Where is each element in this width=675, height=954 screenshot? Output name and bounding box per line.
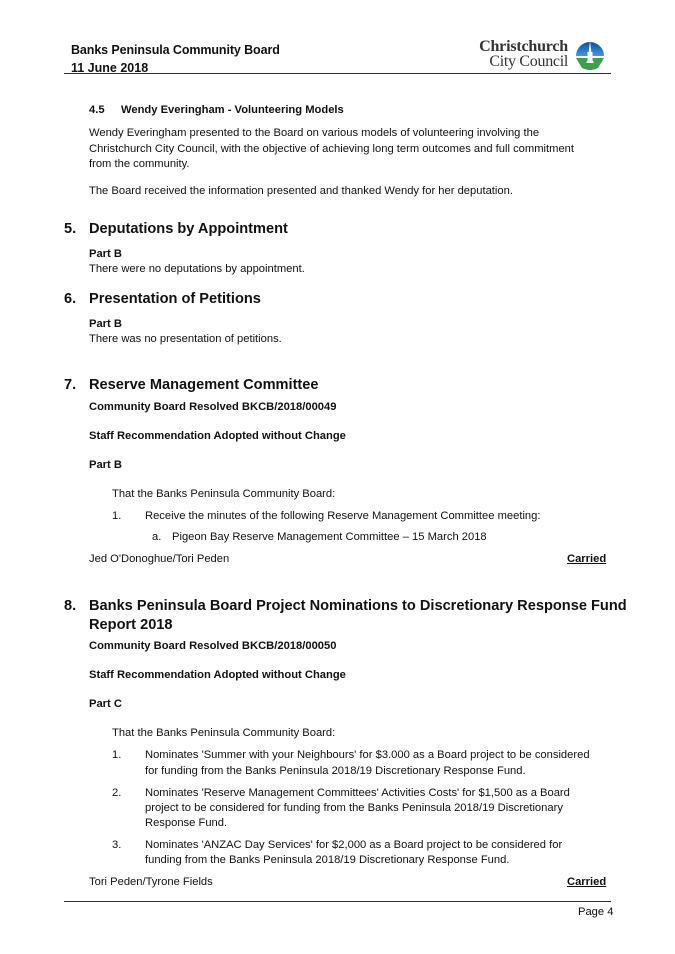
- section-8-item-3-line1: Nominates 'ANZAC Day Services' for $2,000 as a Board project to be considered for: [145, 839, 563, 851]
- item-4-5-number: 4.5: [89, 104, 105, 116]
- footer-divider: [64, 901, 611, 902]
- item-4-5-para2: The Board received the information presented and thanked Wendy for her deputation.: [89, 185, 513, 197]
- item-4-5-para1-line3: from the community.: [89, 158, 190, 170]
- section-8-item-2-number: 2.: [112, 787, 122, 799]
- meeting-date: 11 June 2018: [71, 61, 149, 75]
- section-5-number: 5.: [64, 221, 77, 237]
- section-7-number: 7.: [64, 377, 77, 393]
- section-8-item-1-number: 1.: [112, 749, 122, 761]
- section-8-item-2-line1: Nominates 'Reserve Management Committees' Activities Costs' for $1,500 as a Board: [145, 787, 570, 799]
- section-6-number: 6.: [64, 291, 77, 307]
- section-7-subitem-a-text: Pigeon Bay Reserve Management Committee – 15 March 2018: [172, 531, 487, 543]
- section-7-movers: Jed O'Donoghue/Tori Peden: [89, 553, 230, 565]
- section-6-heading: Presentation of Petitions: [89, 291, 261, 307]
- section-8-intro: That the Banks Peninsula Community Board:: [112, 727, 336, 739]
- item-4-5-para1-line1: Wendy Everingham presented to the Board on various models of volunteering involving the: [89, 127, 540, 139]
- header-divider: [64, 73, 611, 74]
- section-8-resolution-id: Community Board Resolved BKCB/2018/00050: [89, 640, 337, 652]
- section-7-heading: Reserve Management Committee: [89, 377, 319, 393]
- section-8-item-2-line2: project to be considered for funding from the Banks Peninsula 2018/19 Discretionary: [145, 802, 563, 814]
- item-4-5-para1-line2: Christchurch City Council, with the objective of achieving long term outcomes and full commitment: [89, 143, 575, 155]
- section-7-staff-recommendation: Staff Recommendation Adopted without Change: [89, 430, 346, 442]
- section-8-heading-line1: Banks Peninsula Board Project Nominations to Discretionary Response Fund: [89, 598, 627, 614]
- christchurch-cathedral-spire-icon: [574, 39, 606, 71]
- logo-text-line2: City Council: [489, 53, 568, 70]
- section-8-item-3-line2: funding from the Banks Peninsula 2018/19 Discretionary Response Fund.: [145, 854, 510, 866]
- section-7-result: Carried: [567, 553, 607, 565]
- logo-text-line1: Christchurch: [479, 38, 568, 55]
- section-6-part: Part B: [89, 318, 122, 330]
- section-8-part: Part C: [89, 698, 122, 710]
- section-6-text: There was no presentation of petitions.: [89, 333, 282, 345]
- council-logo: [470, 38, 610, 72]
- section-7-part: Part B: [89, 459, 122, 471]
- section-8-item-3-number: 3.: [112, 839, 122, 851]
- item-4-5-title: Wendy Everingham - Volunteering Models: [121, 104, 344, 116]
- section-8-item-1-line2: for funding from the Banks Peninsula 2018/19 Discretionary Response Fund.: [145, 765, 526, 777]
- section-7-item-1-number: 1.: [112, 510, 122, 522]
- section-5-heading: Deputations by Appointment: [89, 221, 288, 237]
- board-name: Banks Peninsula Community Board: [71, 43, 280, 57]
- section-7-item-1-text: Receive the minutes of the following Reserve Management Committee meeting:: [145, 510, 541, 522]
- section-8-heading-line2: Report 2018: [89, 617, 173, 633]
- page-number: Page 4: [578, 906, 614, 918]
- section-8-number: 8.: [64, 598, 77, 614]
- section-5-text: There were no deputations by appointment.: [89, 263, 305, 275]
- section-7-resolution-id: Community Board Resolved BKCB/2018/00049: [89, 401, 337, 413]
- section-5-part: Part B: [89, 248, 122, 260]
- section-8-item-1-line1: Nominates 'Summer with your Neighbours' for $3.000 as a Board project to be considered: [145, 749, 590, 761]
- section-7-subitem-a-letter: a.: [152, 531, 162, 543]
- section-7-intro: That the Banks Peninsula Community Board:: [112, 488, 336, 500]
- section-8-movers: Tori Peden/Tyrone Fields: [89, 876, 213, 888]
- section-8-staff-recommendation: Staff Recommendation Adopted without Change: [89, 669, 346, 681]
- section-8-item-2-line3: Response Fund.: [145, 817, 228, 829]
- section-8-result: Carried: [567, 876, 607, 888]
